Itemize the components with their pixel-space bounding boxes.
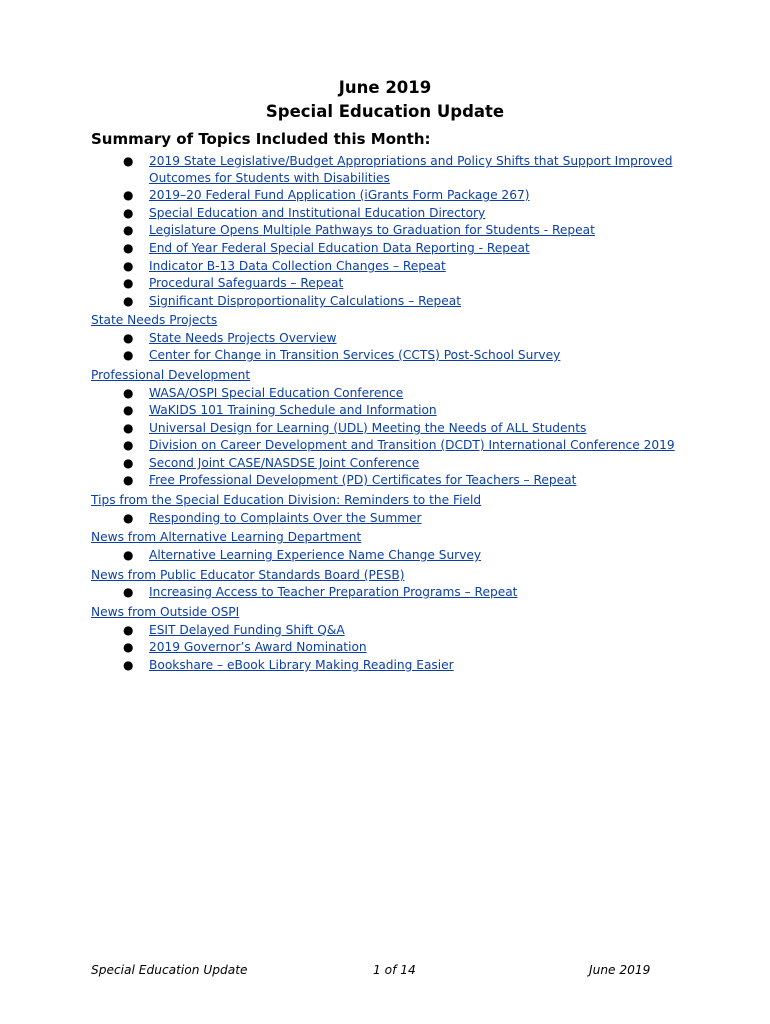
section-item-link[interactable]: ESIT Delayed Funding Shift Q&A <box>149 623 345 637</box>
topic-item[interactable] <box>123 258 446 275</box>
section-item[interactable] <box>123 402 437 419</box>
section-item[interactable] <box>123 622 345 639</box>
bullet-icon: ● <box>123 276 134 290</box>
bullet-icon: ● <box>123 623 134 637</box>
bullet-icon: ● <box>123 456 134 470</box>
topic-link[interactable]: Indicator B-13 Data Collection Changes – Repeat <box>149 259 446 273</box>
section-link-alternative-learning[interactable]: News from Alternative Learning Department <box>91 530 362 544</box>
section-item-link[interactable]: Second Joint CASE/NASDSE Joint Conference <box>149 456 420 470</box>
section-item[interactable] <box>123 510 422 527</box>
bullet-icon: ● <box>123 294 134 308</box>
section-link-state-needs-projects[interactable]: State Needs Projects <box>91 313 218 327</box>
section-item-link[interactable]: 2019 Governor’s Award Nomination <box>149 640 367 654</box>
bullet-icon: ● <box>123 548 134 562</box>
section-item[interactable] <box>123 455 419 472</box>
section-item[interactable] <box>123 547 481 564</box>
section-link-tips[interactable]: Tips from the Special Education Division: Reminders to the Field <box>91 493 482 507</box>
section-item-link[interactable]: Bookshare – eBook Library Making Reading Easier <box>149 658 454 672</box>
topic-item[interactable] <box>123 153 672 170</box>
section-item-link[interactable]: Universal Design for Learning (UDL) Meeting the Needs of ALL Students <box>149 421 587 435</box>
topic-link[interactable]: Special Education and Institutional Education Directory <box>149 206 486 220</box>
bullet-icon: ● <box>123 206 134 220</box>
section-item-link[interactable]: Alternative Learning Experience Name Change Survey <box>149 548 482 562</box>
bullet-icon: ● <box>123 403 134 417</box>
section-item[interactable] <box>123 584 517 601</box>
section-link-pesb[interactable]: News from Public Educator Standards Board (PESB) <box>91 568 405 582</box>
topic-link[interactable]: 2019 State Legislative/Budget Appropriations and Policy Shifts that Support Improved <box>149 154 673 168</box>
bullet-icon: ● <box>123 386 134 400</box>
page-title: Special Education Update <box>265 102 505 121</box>
topic-item[interactable] <box>123 205 485 222</box>
section-item[interactable] <box>123 657 454 674</box>
summary-heading: Summary of Topics Included this Month: <box>91 130 431 148</box>
topic-link[interactable]: Outcomes for Students with Disabilities <box>149 171 390 185</box>
section-link-professional-development[interactable]: Professional Development <box>91 368 251 382</box>
page-title-date: June 2019 <box>338 78 432 97</box>
section-link-outside-ospi[interactable]: News from Outside OSPI <box>91 605 240 619</box>
bullet-icon: ● <box>123 438 134 452</box>
bullet-icon: ● <box>123 331 134 345</box>
topic-link[interactable]: End of Year Federal Special Education Data Reporting - Repeat <box>149 241 530 255</box>
section-item-link[interactable]: WASA/OSPI Special Education Conference <box>149 386 404 400</box>
topic-link[interactable]: Significant Disproportionality Calculations – Repeat <box>149 294 461 308</box>
section-item[interactable] <box>123 347 560 364</box>
topic-item[interactable] <box>123 293 461 310</box>
footer-date: June 2019 <box>589 963 651 977</box>
topic-item-continuation[interactable] <box>123 170 390 187</box>
footer-page-number: 1 of 14 <box>373 963 416 977</box>
topic-item[interactable] <box>123 187 529 204</box>
section-item[interactable] <box>123 385 403 402</box>
bullet-icon: ● <box>123 259 134 273</box>
bullet-icon: ● <box>123 585 134 599</box>
bullet-icon: ● <box>123 223 134 237</box>
section-item[interactable] <box>123 639 367 656</box>
bullet-icon: ● <box>123 188 134 202</box>
section-item-link[interactable]: Center for Change in Transition Services (CCTS) Post-School Survey <box>149 348 561 362</box>
topic-link[interactable]: 2019–20 Federal Fund Application (iGrants Form Package 267) <box>149 188 530 202</box>
bullet-icon: ● <box>123 658 134 672</box>
section-item[interactable] <box>123 472 576 489</box>
section-item-link[interactable]: WaKIDS 101 Training Schedule and Information <box>149 403 437 417</box>
bullet-icon: ● <box>123 511 134 525</box>
bullet-icon: ● <box>123 154 134 168</box>
bullet-icon: ● <box>123 421 134 435</box>
section-item[interactable] <box>123 420 586 437</box>
section-item-link[interactable]: Responding to Complaints Over the Summer <box>149 511 422 525</box>
section-item[interactable] <box>123 330 337 347</box>
topic-item[interactable] <box>123 222 595 239</box>
section-item-link[interactable]: Division on Career Development and Transition (DCDT) International Conference 2019 <box>149 438 675 452</box>
bullet-icon: ● <box>123 640 134 654</box>
bullet-icon: ● <box>123 473 134 487</box>
bullet-icon: ● <box>123 348 134 362</box>
topic-link[interactable]: Legislature Opens Multiple Pathways to Graduation for Students - Repeat <box>149 223 595 237</box>
footer-document-title: Special Education Update <box>91 963 248 977</box>
section-item-link[interactable]: Increasing Access to Teacher Preparation Programs – Repeat <box>149 585 518 599</box>
section-item[interactable] <box>123 437 675 454</box>
section-item-link[interactable]: Free Professional Development (PD) Certificates for Teachers – Repeat <box>149 473 577 487</box>
topic-item[interactable] <box>123 240 530 257</box>
topic-item[interactable] <box>123 275 343 292</box>
topic-link[interactable]: Procedural Safeguards – Repeat <box>149 276 344 290</box>
bullet-icon: ● <box>123 241 134 255</box>
section-item-link[interactable]: State Needs Projects Overview <box>149 331 337 345</box>
